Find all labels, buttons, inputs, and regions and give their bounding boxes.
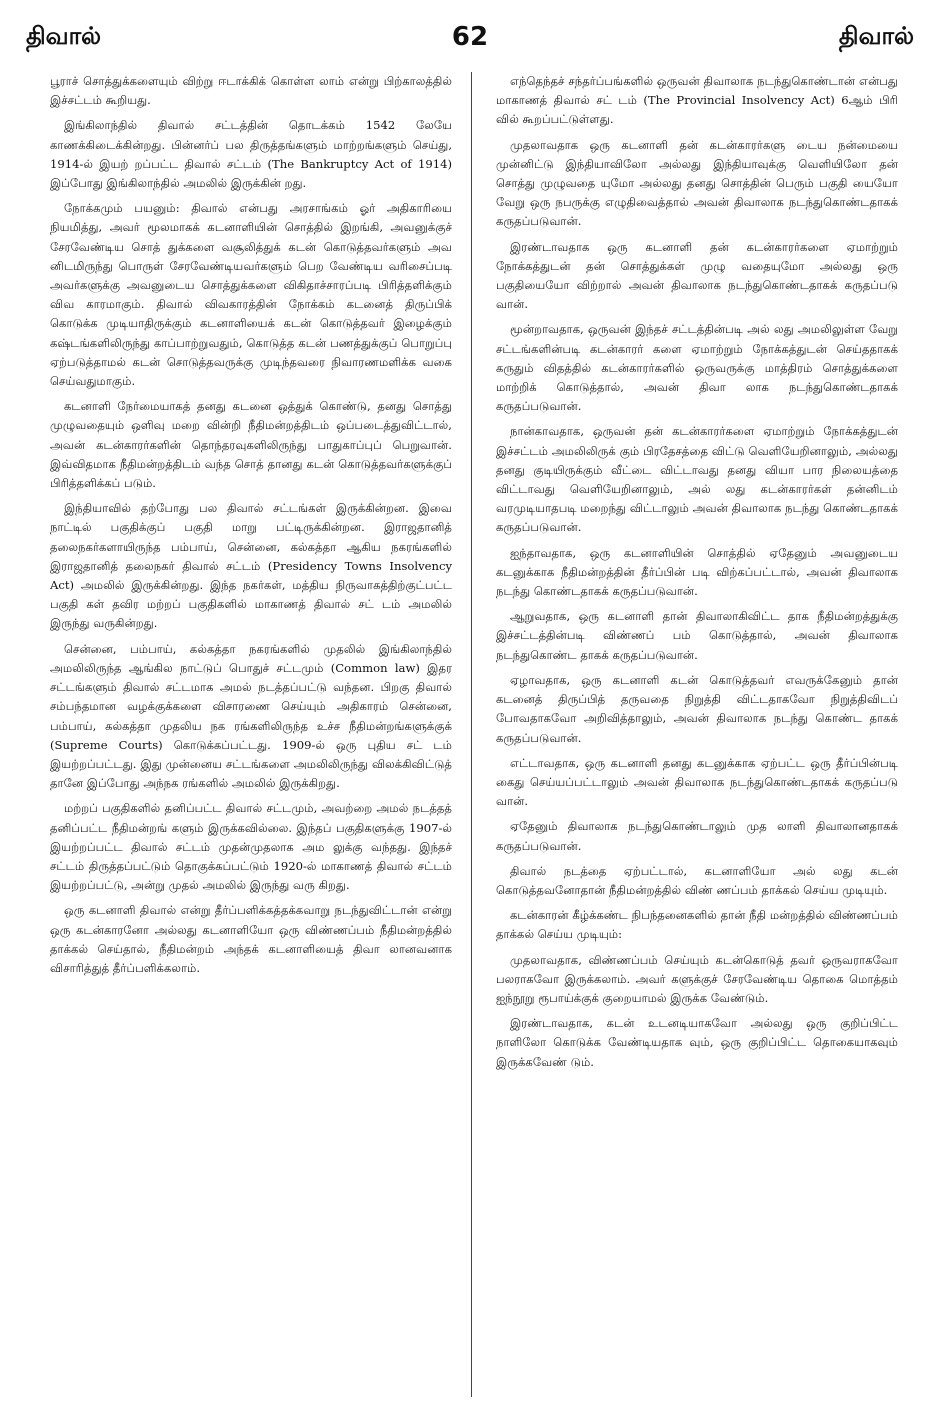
paragraph: மூன்றாவதாக, ஒருவன் இந்தச் சட்டத்தின்படி அல் லது அமலிலுள்ள வேறு சட்டங்களின்படி கடன்காரர் களை ஏமாற்றும் நோக்கத்துடன் செய்ததாகக் கருதும் விதத்தில் கடன்காரர்களில் ஒருவருக்கு மாத்திரம் சொத்துக்களை மாற்றிக் கொடுத்தால், அவன் திவா லாக நடந்துகொண்டதாகக் கருதப்படுவான். xyxy=(496,322,898,414)
paragraph: நோக்கமும் பயனும்: திவால் என்பது அரசாங்கம் ஓர் அதிகாரியை நியமித்து, அவர் மூலமாகக் கடனாளியின் சொத்தில் இறங்கி, அவனுக்குச் சேரவேண்டிய சொத் துக்களை வசூலித்துக் கடன் கொடுத்தவர்களும் அவ னிடமிருந்து பொருள் சேரவேண்டியவர்களும் பெற வேண்டிய வரிசைப்படி அவர்களுக்கு அவனுடைய சொத்துக்களை விகிதாச்சாரப்படி பிரித்தளிக்கும் விவ காரமாகும். திவால் விவகாரத்தின் நோக்கம் கடனைத் திருப்பிக் கொடுக்க முடியாதிருக்கும் கடனாளியைக் கடன் கொடுத்தவர் இழைக்கும் கஷ்டங்களிலிருந்து காப்பாற்றுவதும், கொடுத்த கடன் பணத்துக்குப் பொறுப்பு ஏற்படுத்தாமல் கடன் சொடுத்தவருக்கு முடிந்தவரை நிவாரணமளிக்க வகை செய்வதுமாகும். xyxy=(50,201,452,389)
column-divider xyxy=(471,72,472,1397)
paragraph: நான்காவதாக, ஒருவன் தன் கடன்காரர்களை ஏமாற்றும் நோக்கத்துடன் இச்சட்டம் அமலிலிருக் கும் பிரதேசத்தை விட்டு வெளியேறினாலும், அல்லது தனது குடியிருக்கும் வீட்டை விட்டாவது தனது வியா பார நிலையத்தை விட்டாவது வெளியேறினாலும், அல் லது கடன்காரர்கள் தன்னிடம் வரமுடியாதபடி மறைந்து விட்டாலும் அவன் திவாலாக நடந்து கொண்டதாகக் கருதப்படுவான். xyxy=(496,424,898,535)
paragraph: இந்தியாவில் தற்போது பல திவால் சட்டங்கள் இருக்கின்றன. இவை நாட்டில் பகுதிக்குப் பகுதி மாறு பட்டிருக்கின்றன. இராஜதானித் தலைநகர்களாயிருந்த பம்பாய், சென்னை, கல்கத்தா ஆகிய நகரங்களில் இராஜதானித் தலைநகர் திவால் சட்டம் (Presidency Towns Insolvency Act) அமலில் இருக்கின்றது. இந்த நகர்கள், மத்திய நிருவாகத்திற்குட்பட்ட பகுதி கள் தவிர மற்றப் பகுதிகளில் மாகாணத் திவால் சட் டம் அமலில் இருந்து வருகின்றது. xyxy=(50,501,452,631)
paragraph: கடனாளி நேர்மையாகத் தனது கடனை ஒத்துக் கொண்டு, தனது சொத்து முழுவதையும் ஒளிவு மறை வின்றி நீதிமன்றத்திடம் ஒப்படைத்துவிட்டால், அவன் கடன்காரர்களின் தொந்தரவுகளிலிருந்து பாதுகாப்புப் பெறுவான். இவ்விதமாக நீதிமன்றத்திடம் வந்த சொத் தானது கடன் கொடுத்தவர்களுக்குப் பிரித்தளிக்கப் படும். xyxy=(50,399,452,491)
right-column xyxy=(496,72,898,1397)
paragraph: இரண்டாவதாக, கடன் உடனடியாகவோ அல்லது ஒரு குறிப்பிட்ட நாளிலோ கொடுக்க வேண்டியதாக வும், ஒரு குறிப்பிட்ட தொகையாகவும் இருக்கவேண் டும். xyxy=(496,1016,898,1069)
paragraph: ஐந்தாவதாக, ஒரு கடனாளியின் சொத்தில் ஏதேனும் அவனுடைய கடனுக்காக நீதிமன்றத்தின் தீர்ப்பின் படி விற்கப்பட்டால், அவன் திவாலாக நடந்து கொண்டதாகக் கருதப்படுவான். xyxy=(496,545,898,599)
paragraph: கடன்காரன் கீழ்க்கண்ட நிபந்தனைகளில் தான் நீதி மன்றத்தில் விண்ணப்பம் தாக்கல் செய்ய முடியும்: xyxy=(496,908,898,942)
paragraph: ஆறுவதாக, ஒரு கடனாளி தான் திவாலாகிவிட்ட தாக நீதிமன்றத்துக்கு இச்சட்டத்தின்படி விண்ணப் பம் கொடுத்தால், அவன் திவாலாக நடந்துகொண்ட தாகக் கருதப்படுவான். xyxy=(496,609,898,662)
paragraph: முதலாவதாக, விண்ணப்பம் செய்யும் கடன்கொடுத் தவர் ஒருவராகவோ பலராகவோ இருக்கலாம். அவர் களுக்குச் சேரவேண்டிய தொகை மொத்தம் ஐந்நூறு ரூபாய்க்குக் குறையாமல் இருக்க வேண்டும். xyxy=(496,952,898,1005)
paragraph: ஏதேனும் திவாலாக நடந்துகொண்டாலும் முத லாளி திவாலானதாகக் கருதப்படுவான். xyxy=(496,819,898,853)
left-column xyxy=(50,72,452,1397)
paragraph: முதலாவதாக ஒரு கடனாளி தன் கடன்காரர்களு டைய நன்மையை முன்னிட்டு இந்தியாவிலோ அல்லது இந்தியாவுக்கு வெளியிலோ தன் சொத்து முழுவதை யுமோ அல்லது தனது சொத்தின் பெரும் பகுதி யையோ வேறு ஒரு நபருக்கு எழுதிவைத்தால் அவன் திவாலாக நடந்துகொண்டதாகக் கருதப்படுவான். xyxy=(496,137,898,229)
running-head-left: திவால் xyxy=(26,22,102,50)
paragraph: திவால் நடத்தை ஏற்பட்டால், கடனாளியோ அல் லது கடன் கொடுத்தவனோதான் நீதிமன்றத்தில் விண் ணப்பம் தாக்கல் செய்ய முடியும். xyxy=(496,863,898,897)
paragraph: எட்டாவதாக, ஒரு கடனாளி தனது கடனுக்காக ஏற்பட்ட ஒரு தீர்ப்பின்படி கைது செய்யப்பட்டாலும் அவன் திவாலாக நடந்துகொண்டதாகக் கருதப்படு வான். xyxy=(496,755,898,809)
paragraph: இரண்டாவதாக ஒரு கடனாளி தன் கடன்காரர்களை ஏமாற்றும் நோக்கத்துடன் தன் சொத்துக்கள் முழு வதையுமோ அல்லது ஒரு பகுதியையோ விற்றால் அவன் திவாலாக நடந்துகொண்டதாகக் கருதப்படு வான். xyxy=(496,239,898,312)
paragraph: இங்கிலாந்தில் திவால் சட்டத்தின் தொடக்கம் 1542 லேயே காணக்கிடைக்கின்றது. பின்னர்ப் பல திருத்தங்களும் மாற்றங்களும் செய்து, 1914-ல் இயற் றப்பட்ட திவால் சட்டம் (The Bankruptcy Act of 1914) இப்போது இங்கிலாந்தில் அமலில் இருக்கின் றது. xyxy=(50,118,452,191)
paragraph: ஏழாவதாக, ஒரு கடனாளி கடன் கொடுத்தவர் எவருக்கேனும் தான் கடனைத் திருப்பித் தருவதை நிறுத்தி விட்டதாகவோ நிறுத்திவிடப் போவதாகவோ அறிவித்தாலும், அவன் திவாலாக நடந்து கொண்ட தாகக் கருதப்படுவான். xyxy=(496,672,898,745)
paragraph: பூராச் சொத்துக்களையும் விற்று ஈடாக்கிக் கொள்ள லாம் என்று பிற்காலத்தில் இச்சட்டம் கூறியது. xyxy=(50,74,452,108)
running-head-right: திவால் xyxy=(838,22,914,50)
paragraph: மற்றப் பகுதிகளில் தனிப்பட்ட திவால் சட்டமும், அவற்றை அமல் நடத்தத் தனிப்பட்ட நீதிமன்றங் களும் இருக்கவில்லை. இந்தப் பகுதிகளுக்கு 1907-ல் இயற்றப்பட்ட திவால் சட்டம் முதன்முதலாக அம லுக்கு வந்தது. இந்தச் சட்டம் திருத்தப்பட்டும் தொகுக்கப்பட்டும் 1920-ல் மாகாணத் திவால் சட்டம் இயற்றப்பட்டு, அன்று முதல் அமலில் இருந்து வரு கிறது. xyxy=(50,801,452,893)
page-number: 62 xyxy=(451,22,489,52)
paragraph: சென்னை, பம்பாய், கல்கத்தா நகரங்களில் முதலில் இங்கிலாந்தில் அமலிலிருந்த ஆங்கில நாட்டுப் பொதுச் சட்டமும் (Common law) இதர சட்டங்களும் திவால் சட்டமாக அமல் நடத்தப்பட்டு வந்தன. பிறகு திவால் சம்பந்தமான வழக்குக்களை விசாரணை செய்யும் அதிகாரம் சென்னை, பம்பாய், கல்கத்தா முதலிய நக ரங்களிலிருந்த உச்ச நீதிமன்றங்களுக்குக் (Supreme Courts) கொடுக்கப்பட்டது. 1909-ல் ஒரு புதிய சட் டம் இயற்றப்பட்டது. இது முன்னைய சட்டங்களை அமலிலிருந்து விலக்கிவிட்டுத் தானே இப்போது அந்நக ரங்களில் அமலில் இருக்கிறது. xyxy=(50,641,452,791)
paragraph: ஒரு கடனாளி திவால் என்று தீர்ப்பளிக்கத்தக்கவாறு நடந்துவிட்டான் என்று ஒரு கடன்காரனோ அல்லது கடனாளியோ ஒரு விண்ணப்பம் நீதிமன்றத்தில் தாக்கல் செய்தால், நீதிமன்றம் அந்தக் கடனாளியைத் திவா லானவனாக விசாரித்துத் தீர்ப்பளிக்கலாம். xyxy=(50,903,452,975)
paragraph: எந்தெந்தச் சந்தர்ப்பங்களில் ஒருவன் திவாலாக நடந்துகொண்டான் என்பது மாகாணத் திவால் சட் டம் (The Provincial Insolvency Act) 6ஆம் பிரி வில் கூறப்பட்டுள்ளது. xyxy=(496,74,898,127)
page-header xyxy=(26,22,914,62)
